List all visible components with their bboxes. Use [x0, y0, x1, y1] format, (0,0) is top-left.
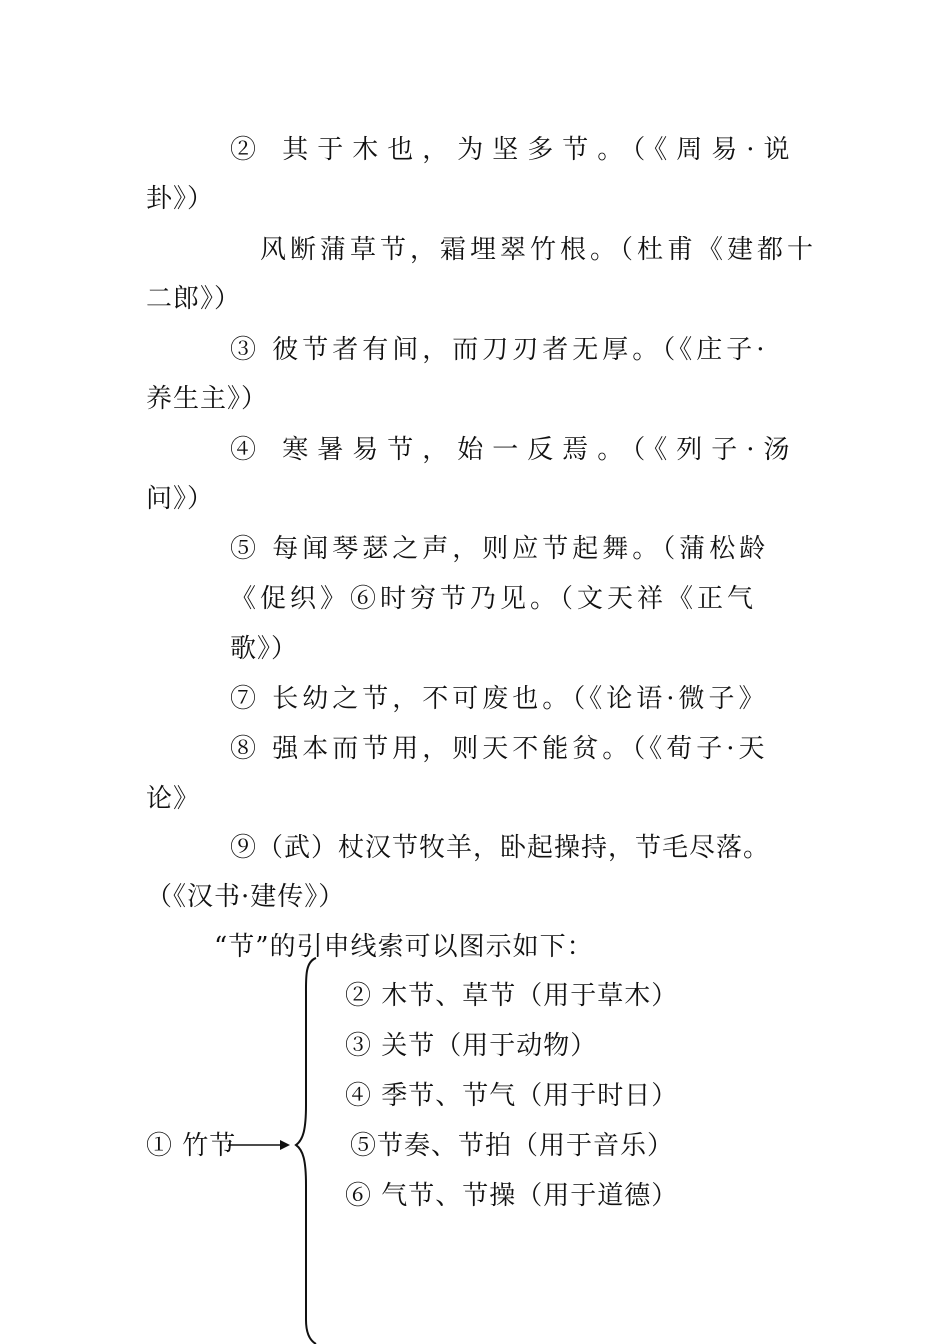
quote-line: 歌》） [230, 634, 299, 664]
quote-line: 养生主》） [146, 384, 269, 414]
diagram-branch: ④ 季节、节气（用于时日） [345, 1081, 679, 1111]
curly-brace [296, 958, 316, 1344]
diagram-branch: ⑤节奏、节拍（用于音乐） [350, 1131, 675, 1161]
diagram-intro: “节”的引申线索可以图示如下： [214, 932, 594, 962]
quote-line: 二郎》） [146, 284, 242, 314]
quote-line: 卦》） [146, 184, 215, 214]
quote-line: （《汉书·建传》） [146, 882, 346, 912]
quote-line: 风断蒲草节，霜埋翠竹根。（杜甫《建都十 [260, 235, 818, 265]
diagram-branch: ② 木节、草节（用于草木） [345, 981, 679, 1011]
quote-line: ④ 寒暑易节，始一反焉。（《列子·汤 [230, 435, 799, 465]
diagram-branch: ③ 关节（用于动物） [345, 1031, 598, 1061]
quote-line: ② 其于木也，为坚多节。（《周易·说 [230, 135, 799, 165]
quote-line: 论》 [146, 784, 201, 814]
arrow-head-icon [280, 1140, 290, 1150]
quote-line: ③ 彼节者有间，而刀刃者无厚。（《庄子· [230, 335, 769, 365]
diagram-branch: ⑥ 气节、节操（用于道德） [345, 1181, 679, 1211]
quote-line: ⑤ 每闻琴瑟之声，则应节起舞。（蒲松龄 [230, 534, 770, 564]
quote-line: ⑦ 长幼之节，不可废也。（《论语·微子》 [230, 684, 769, 714]
quote-line: ⑧ 强本而节用，则天不能贫。（《荀子·天 [230, 734, 769, 764]
quote-line: ⑨（武）杖汉节牧羊，卧起操持，节毛尽落。 [230, 833, 771, 863]
quote-line: 《促织》⑥时穷节乃见。（文天祥《正气 [230, 584, 758, 614]
quote-line: 问》） [146, 484, 215, 514]
diagram-root: ① 竹节 [146, 1131, 237, 1161]
